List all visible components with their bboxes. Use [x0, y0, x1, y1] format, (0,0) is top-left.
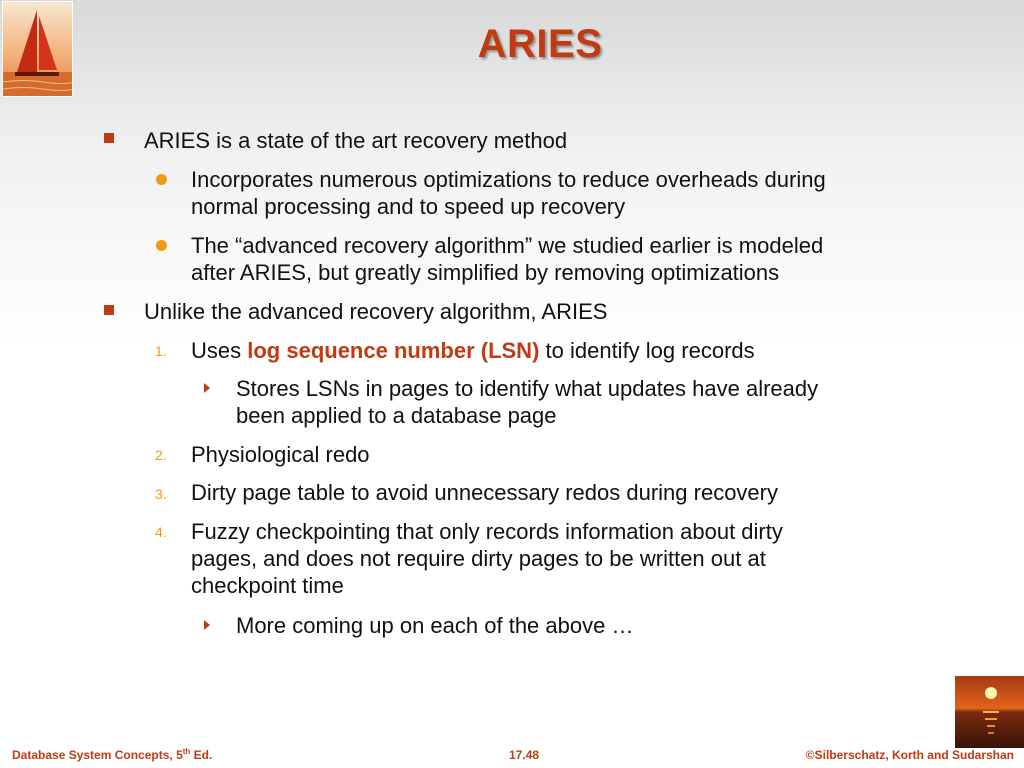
numbered-item-dirty-page: Dirty page table to avoid unnecessary redos during recovery	[191, 480, 778, 505]
numbered-item-lsn	[191, 337, 755, 364]
footer-copyright: ©Silberschatz, Korth and Sudarshan	[805, 748, 1014, 762]
number-marker: 2.	[155, 447, 167, 463]
subbullet-advanced-line2: after ARIES, but greatly simplified by removing optimizations	[191, 260, 780, 285]
dot-bullet-icon	[156, 174, 167, 185]
bullet-aries-intro: ARIES is a state of the art recovery method	[144, 128, 568, 153]
number-marker: 4.	[155, 524, 167, 540]
footer-book-title	[12, 748, 212, 762]
lsn-prefix: Uses	[191, 338, 248, 363]
square-bullet-icon	[104, 305, 114, 315]
subbullet-optimizations-line2: normal processing and to speed up recovery	[191, 194, 626, 219]
numbered-item-fuzzy-line2: pages, and does not require dirty pages to be written out at	[191, 546, 766, 571]
footer-edition-sup: th	[182, 747, 191, 756]
numbered-item-fuzzy-line1: Fuzzy checkpointing that only records information about dirty	[191, 519, 783, 544]
footer-slide-number: 17.48	[509, 748, 540, 762]
number-marker: 3.	[155, 486, 167, 502]
footer-book-title-text: Database System Concepts, 5	[12, 748, 183, 762]
subbullet-optimizations-line1: Incorporates numerous optimizations to reduce overheads during	[191, 167, 826, 192]
dot-bullet-icon	[156, 240, 167, 251]
number-marker: 1.	[155, 343, 167, 359]
lsn-sub-line1: Stores LSNs in pages to identify what updates have already	[236, 376, 819, 401]
numbered-item-redo: Physiological redo	[191, 442, 370, 467]
triangle-bullet-icon	[204, 620, 210, 630]
lsn-suffix: to identify log records	[539, 338, 755, 363]
numbered-item-fuzzy-line3: checkpoint time	[191, 573, 344, 598]
lsn-highlight: log sequence number (LSN)	[247, 338, 540, 363]
footer-book-title-ed: Ed.	[190, 748, 213, 762]
triangle-bullet-icon	[204, 383, 210, 393]
slide-title: ARIES	[477, 22, 603, 66]
more-coming: More coming up on each of the above …	[236, 613, 634, 638]
square-bullet-icon	[104, 133, 114, 143]
subbullet-advanced-line1: The “advanced recovery algorithm” we studied earlier is modeled	[191, 233, 824, 258]
lsn-sub-line2: been applied to a database page	[236, 403, 557, 428]
bullet-unlike: Unlike the advanced recovery algorithm, ARIES	[144, 299, 608, 324]
